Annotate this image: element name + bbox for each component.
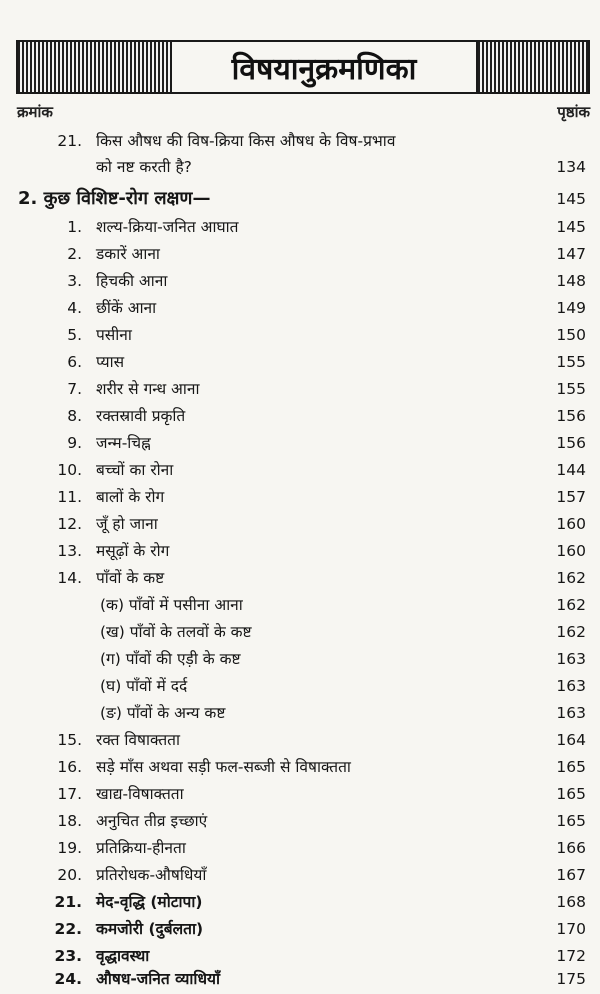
entry-number: 5. bbox=[67, 326, 82, 344]
entry-title-continued: को नष्ट करती है? bbox=[96, 158, 192, 176]
entry-title: मेद-वृद्धि (मोटापा) bbox=[96, 893, 203, 911]
subentry-title: (घ) पाँवों में दर्द bbox=[100, 677, 188, 695]
toc-entry bbox=[0, 565, 600, 591]
entry-page: 156 bbox=[556, 407, 586, 425]
toc-entry bbox=[0, 862, 600, 888]
toc-entry bbox=[0, 808, 600, 834]
entry-number: 19. bbox=[57, 839, 82, 857]
entry-page: 162 bbox=[556, 569, 586, 587]
entry-page: 155 bbox=[556, 353, 586, 371]
toc-entry bbox=[0, 349, 600, 375]
toc-entry bbox=[0, 835, 600, 861]
toc-subentry bbox=[0, 646, 600, 672]
section-heading bbox=[0, 186, 600, 212]
entry-title: वृद्धावस्था bbox=[96, 947, 150, 965]
toc-entry bbox=[0, 781, 600, 807]
toc-entry bbox=[0, 511, 600, 537]
entry-page: 172 bbox=[556, 947, 586, 965]
toc-entry bbox=[0, 376, 600, 402]
toc-entry bbox=[0, 322, 600, 348]
entry-title: बालों के रोग bbox=[96, 488, 165, 506]
entry-page: 155 bbox=[556, 380, 586, 398]
entry-number: 22. bbox=[54, 920, 82, 938]
entry-title: पाँवों के कष्ट bbox=[96, 569, 165, 587]
subentry-title: (ङ) पाँवों के अन्य कष्ट bbox=[100, 704, 226, 722]
entry-number: 8. bbox=[67, 407, 82, 425]
entry-title: प्रतिक्रिया-हीनता bbox=[96, 839, 186, 857]
toc-entry bbox=[0, 727, 600, 753]
entry-title: छींकें आना bbox=[96, 299, 157, 317]
entry-number: 14. bbox=[57, 569, 82, 587]
entry-number: 17. bbox=[57, 785, 82, 803]
entry-page: 150 bbox=[556, 326, 586, 344]
entry-number: 16. bbox=[57, 758, 82, 776]
serial-column-header: क्रमांक bbox=[17, 103, 53, 121]
entry-page: 149 bbox=[556, 299, 586, 317]
entry-page: 168 bbox=[556, 893, 586, 911]
entry-page: 160 bbox=[556, 515, 586, 533]
toc-entry bbox=[0, 403, 600, 429]
toc-entry bbox=[0, 916, 600, 942]
entry-number: 20. bbox=[57, 866, 82, 884]
entry-page: 147 bbox=[556, 245, 586, 263]
toc-entry bbox=[0, 268, 600, 294]
entry-title: शल्य-क्रिया-जनित आघात bbox=[96, 218, 239, 236]
toc-subentry bbox=[0, 673, 600, 699]
entry-number: 4. bbox=[67, 299, 82, 317]
entry-number: 15. bbox=[57, 731, 82, 749]
entry-page: 144 bbox=[556, 461, 586, 479]
entry-page: 160 bbox=[556, 542, 586, 560]
toc-subentry bbox=[0, 700, 600, 726]
entry-number: 7. bbox=[67, 380, 82, 398]
subentry-page: 163 bbox=[556, 704, 586, 722]
entry-page: 167 bbox=[556, 866, 586, 884]
entry-page: 166 bbox=[556, 839, 586, 857]
entry-title: बच्चों का रोना bbox=[96, 461, 174, 479]
entry-title: खाद्य-विषाक्तता bbox=[96, 785, 184, 803]
entry-title: किस औषध की विष-क्रिया किस औषध के विष-प्रभाव bbox=[96, 132, 396, 150]
entry-title: हिचकी आना bbox=[96, 272, 168, 290]
entry-number: 12. bbox=[57, 515, 82, 533]
entry-title: सड़े माँस अथवा सड़ी फल-सब्जी से विषाक्तता bbox=[96, 758, 351, 776]
subentry-page: 162 bbox=[556, 596, 586, 614]
entry-title: डकारें आना bbox=[96, 245, 160, 263]
toc-entry-21-line1 bbox=[0, 128, 600, 154]
toc-entry bbox=[0, 754, 600, 780]
entry-number: 21. bbox=[57, 132, 82, 150]
entry-title: कमजोरी (दुर्बलता) bbox=[96, 920, 204, 938]
toc-entry bbox=[0, 966, 600, 992]
entry-title: जन्म-चिह्न bbox=[96, 434, 151, 452]
entry-title: औषध-जनित व्याधियाँ bbox=[96, 970, 220, 988]
entry-page: 175 bbox=[556, 970, 586, 988]
toc-entry bbox=[0, 484, 600, 510]
toc-entry bbox=[0, 538, 600, 564]
entry-page: 156 bbox=[556, 434, 586, 452]
entry-number: 9. bbox=[67, 434, 82, 452]
entry-title: प्यास bbox=[96, 353, 125, 371]
entry-page: 157 bbox=[556, 488, 586, 506]
page-title: विषयानुक्रमणिका bbox=[170, 40, 478, 94]
entry-number: 24. bbox=[54, 970, 82, 988]
toc-entry bbox=[0, 889, 600, 915]
entry-title: रक्तस्रावी प्रकृति bbox=[96, 407, 186, 425]
subentry-title: (ग) पाँवों की एड़ी के कष्ट bbox=[100, 650, 241, 668]
entry-page: 170 bbox=[556, 920, 586, 938]
entry-number: 2. bbox=[67, 245, 82, 263]
toc-entry bbox=[0, 214, 600, 240]
toc-subentry bbox=[0, 619, 600, 645]
toc-subentry bbox=[0, 592, 600, 618]
section-page: 145 bbox=[556, 190, 586, 208]
entry-page: 165 bbox=[556, 785, 586, 803]
entry-number: 3. bbox=[67, 272, 82, 290]
section-title: 2. कुछ विशिष्ट-रोग लक्षण— bbox=[18, 188, 211, 209]
entry-number: 1. bbox=[67, 218, 82, 236]
entry-title: रक्त विषाक्तता bbox=[96, 731, 181, 749]
toc-entry bbox=[0, 241, 600, 267]
subentry-title: (क) पाँवों में पसीना आना bbox=[100, 596, 243, 614]
toc-entry bbox=[0, 295, 600, 321]
entry-title: शरीर से गन्ध आना bbox=[96, 380, 200, 398]
entry-title: मसूढ़ों के रोग bbox=[96, 542, 170, 560]
toc-entry bbox=[0, 457, 600, 483]
entry-page: 165 bbox=[556, 812, 586, 830]
entry-number: 10. bbox=[57, 461, 82, 479]
entry-page: 145 bbox=[556, 218, 586, 236]
entry-number: 21. bbox=[54, 893, 82, 911]
toc-entry bbox=[0, 430, 600, 456]
toc-entry-21-line2 bbox=[0, 154, 600, 180]
entry-title: प्रतिरोधक-औषधियाँ bbox=[96, 866, 207, 884]
entry-number: 18. bbox=[57, 812, 82, 830]
subentry-page: 162 bbox=[556, 623, 586, 641]
subentry-title: (ख) पाँवों के तलवों के कष्ट bbox=[100, 623, 252, 641]
page-column-header: पृष्ठांक bbox=[557, 103, 590, 121]
entry-page: 164 bbox=[556, 731, 586, 749]
entry-number: 6. bbox=[67, 353, 82, 371]
subentry-page: 163 bbox=[556, 677, 586, 695]
subentry-page: 163 bbox=[556, 650, 586, 668]
entry-number: 23. bbox=[54, 947, 82, 965]
entry-title: जूँ हो जाना bbox=[96, 515, 158, 533]
entry-title: अनुचित तीव्र इच्छाएं bbox=[96, 812, 208, 830]
entry-page: 134 bbox=[556, 158, 586, 176]
title-banner bbox=[16, 40, 590, 94]
entry-page: 165 bbox=[556, 758, 586, 776]
entry-number: 11. bbox=[57, 488, 82, 506]
entry-number: 13. bbox=[57, 542, 82, 560]
entry-title: पसीना bbox=[96, 326, 132, 344]
entry-page: 148 bbox=[556, 272, 586, 290]
